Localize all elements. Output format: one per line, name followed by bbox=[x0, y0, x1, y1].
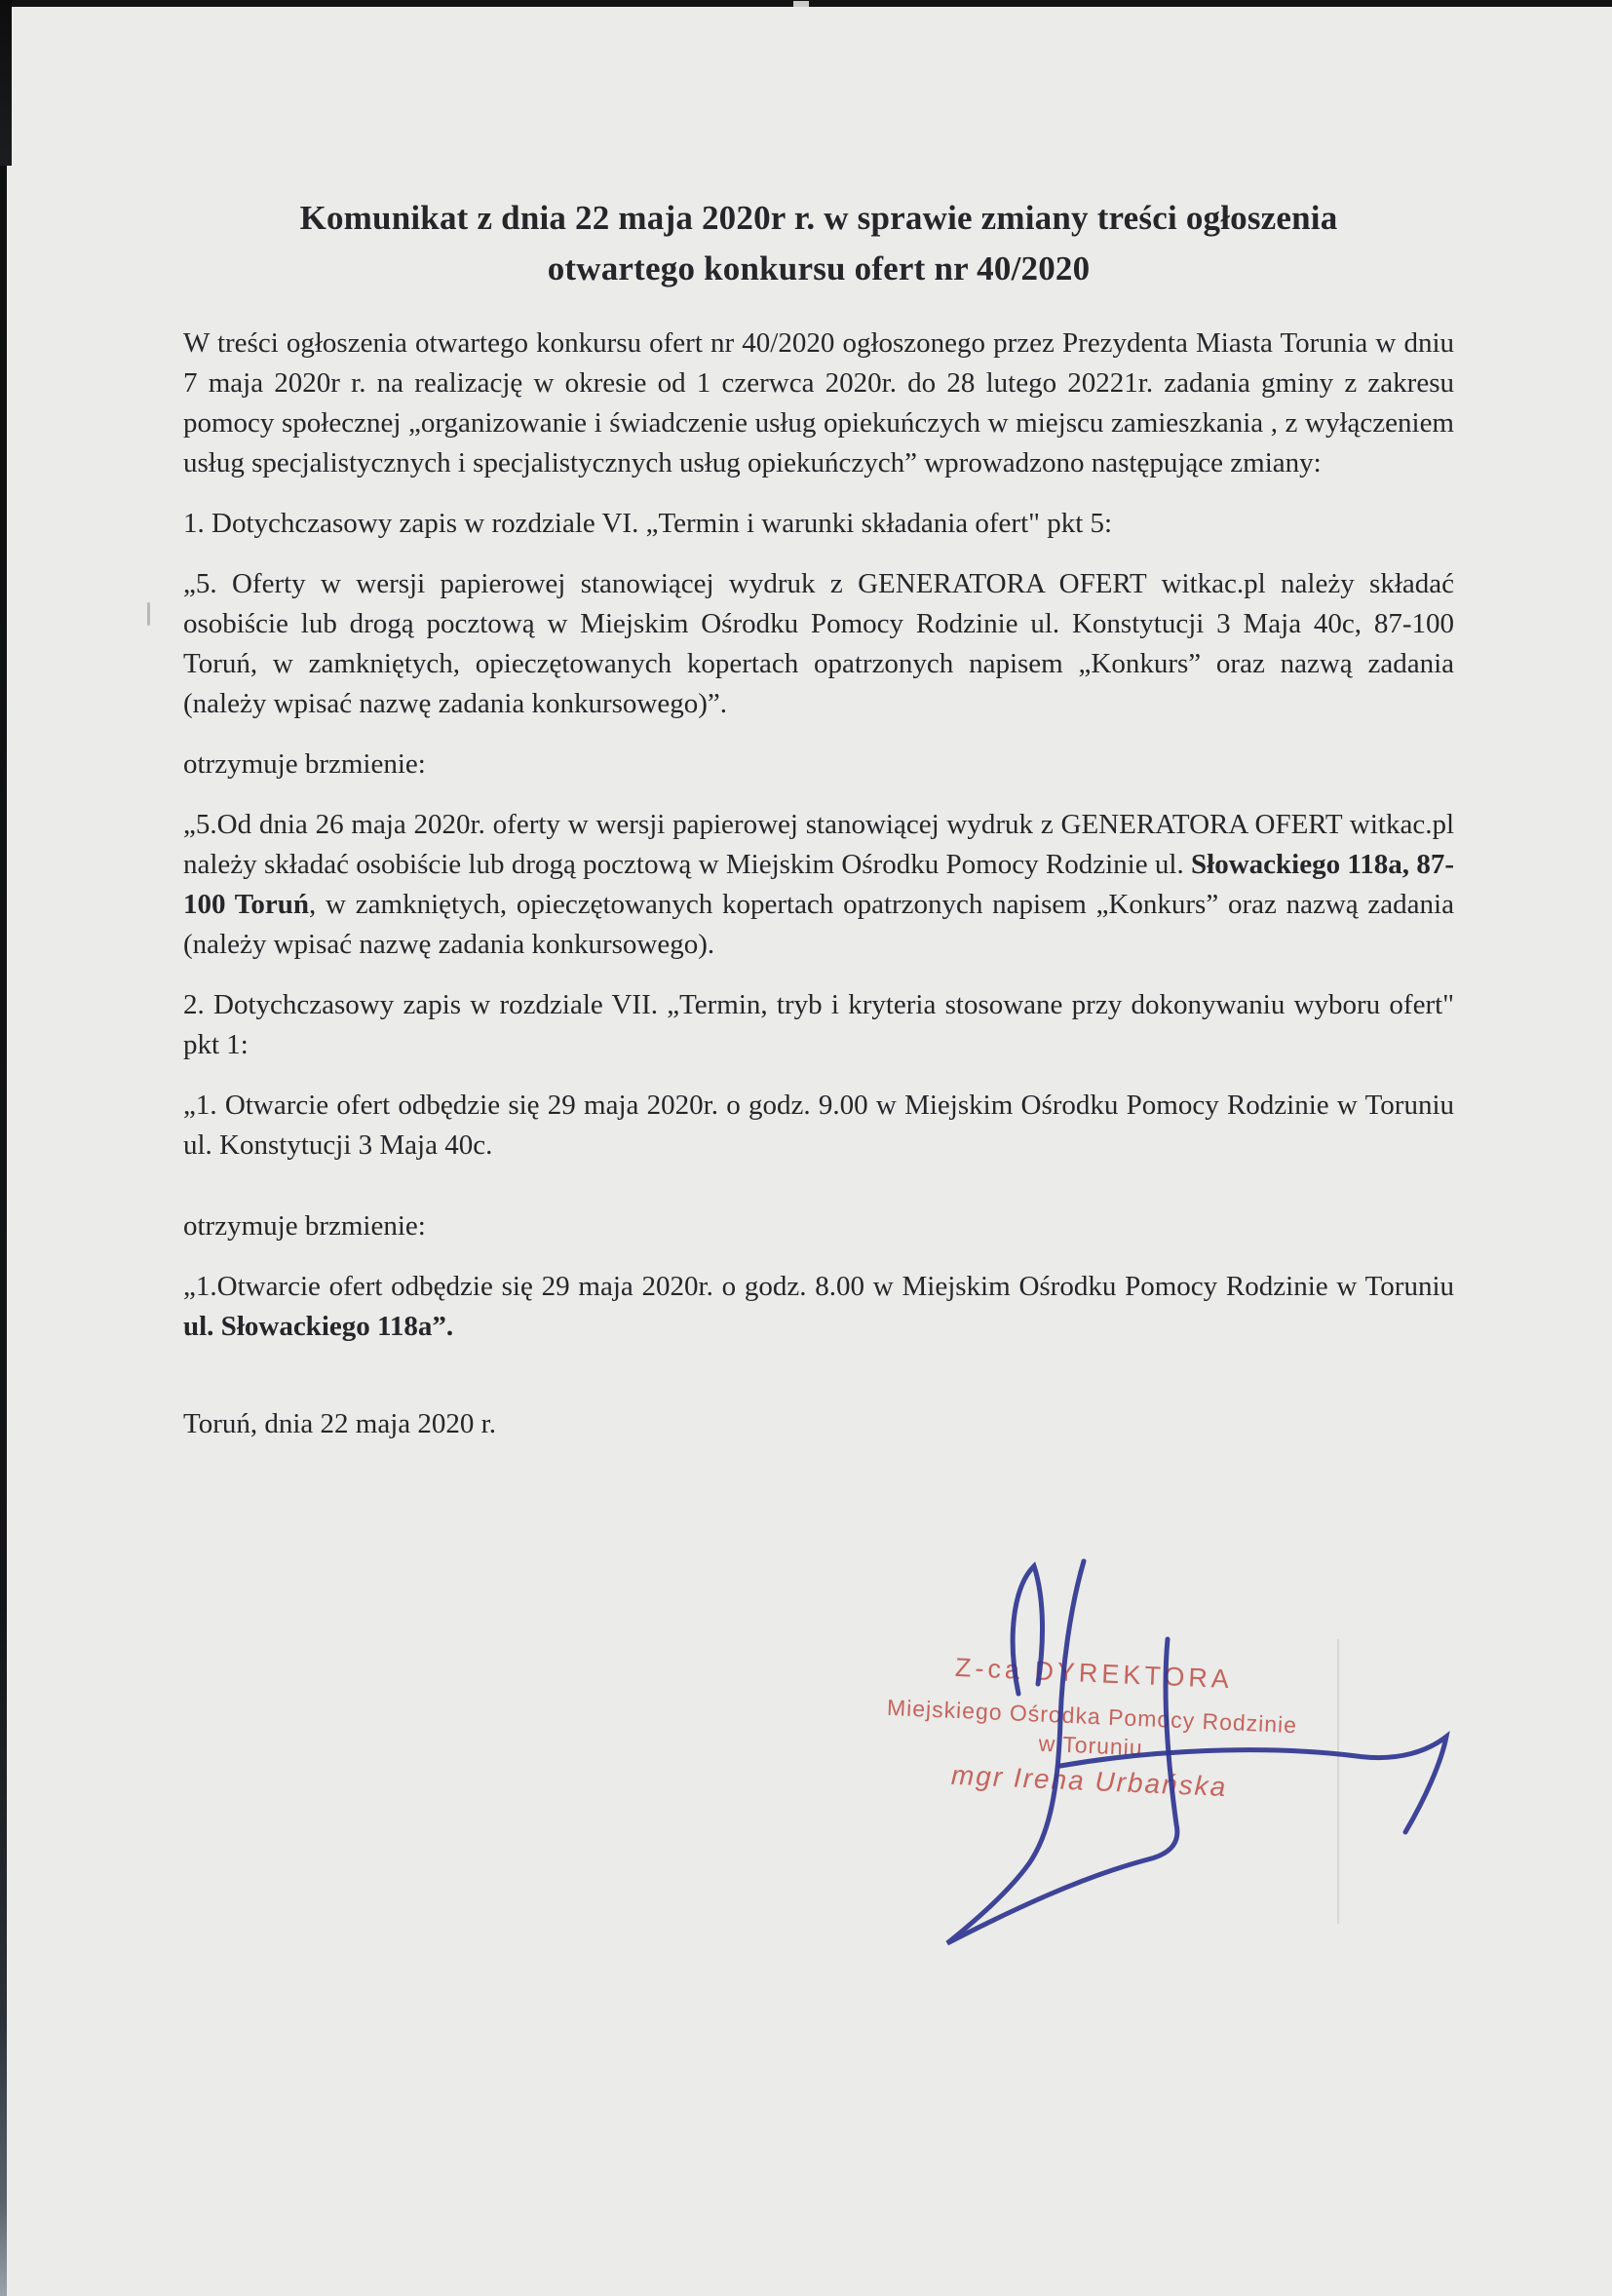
document-body bbox=[183, 0, 1454, 1473]
paragraph-point2-heading: 2. Dotychczasowy zapis w rozdziale VII. „Termin, tryb i kryteria stosowane przy dokonywaniu wyboru ofert" pkt 1: bbox=[183, 989, 1454, 1060]
scan-speck bbox=[147, 602, 150, 626]
paragraph-intro: W treści ogłoszenia otwartego konkursu ofert nr 40/2020 ogłoszonego przez Prezydenta Miasta Torunia w dniu 7 maja 2020r r. na realizację w okresie od 1 czerwca 2020r. do 28 lutego 20221r. zadania gminy z zakresu pomocy społecznej „organizowanie i świadczenie usług opiekuńczych w miejscu zamieszkania , z wyłączeniem usług specjalistycznych i specjalistycznych usług opiekuńczych” wprowadzono następujące zmiany: bbox=[183, 327, 1454, 478]
stamp-city: w Toruniu bbox=[1038, 1730, 1144, 1761]
handwritten-signature-icon bbox=[906, 1540, 1511, 1959]
scan-edge-left bbox=[0, 0, 7, 2296]
stamp-institution: Miejskiego Ośrodka Pomocy Rodzinie bbox=[886, 1694, 1298, 1739]
place-date-line: Toruń, dnia 22 maja 2020 r. bbox=[183, 1408, 496, 1439]
signature-stroke-spike bbox=[1013, 1566, 1042, 1694]
paragraph-receives-wording-2: otrzymuje brzmienie: bbox=[183, 1210, 426, 1242]
scan-edge-top-notch bbox=[793, 1, 809, 7]
paragraph-old-wording-1: „5. Oferty w wersji papierowej stanowiącej wydruk z GENERATORA OFERT witkac.pl należy składać osobiście lub drogą pocztową w Miejskim Ośrodku Pomocy Rodzinie ul. Konstytucji 3 Maja 40c, 87-100 Toruń, w zamkniętych, opieczętowanych kopertach opatrzonych napisem „Konkurs” oraz nazwą zadania (należy wpisać nazwę zadania konkursowego)”. bbox=[183, 568, 1454, 719]
signature-stroke-main bbox=[947, 1561, 1177, 1943]
stamp-title: Z-ca DYREKTORA bbox=[954, 1652, 1234, 1695]
paragraph-receives-wording-1: otrzymuje brzmienie: bbox=[183, 748, 426, 780]
paragraph-new-wording-1: „5.Od dnia 26 maja 2020r. oferty w wersji papierowej stanowiącej wydruk z GENERATORA OFERT witkac.pl należy składać osobiście lub drogą pocztową w Miejskim Ośrodku Pomocy Rodzinie ul. Słowackiego 118a, 87-100 Toruń, w zamkniętych, opieczętowanych kopertach opatrzonych napisem „Konkurs” oraz nazwą zadania (należy wpisać nazwę zadania konkursowego). bbox=[183, 809, 1454, 960]
paragraph-point1-heading: 1. Dotychczasowy zapis w rozdziale VI. „Termin i warunki składania ofert" pkt 5: bbox=[183, 508, 1113, 539]
stamp-signatory-name: mgr Irena Urbańska bbox=[950, 1759, 1228, 1803]
paragraph-old-wording-2: „1. Otwarcie ofert odbędzie się 29 maja 2020r. o godz. 9.00 w Miejskim Ośrodku Pomocy Rodzinie w Toruniu ul. Konstytucji 3 Maja 40c. bbox=[183, 1090, 1454, 1161]
document-title: Komunikat z dnia 22 maja 2020r r. w sprawie zmiany treści ogłoszenia otwartego konkursu ofert nr 40/2020 bbox=[299, 199, 1338, 287]
paragraph-new-wording-2: „1.Otwarcie ofert odbędzie się 29 maja 2020r. o godz. 8.00 w Miejskim Ośrodku Pomocy Rodzinie w Toruniu ul. Słowackiego 118a”. bbox=[183, 1271, 1454, 1342]
scan-edge-left-top bbox=[0, 0, 12, 166]
signature-stroke-flourish bbox=[1060, 1737, 1446, 1832]
